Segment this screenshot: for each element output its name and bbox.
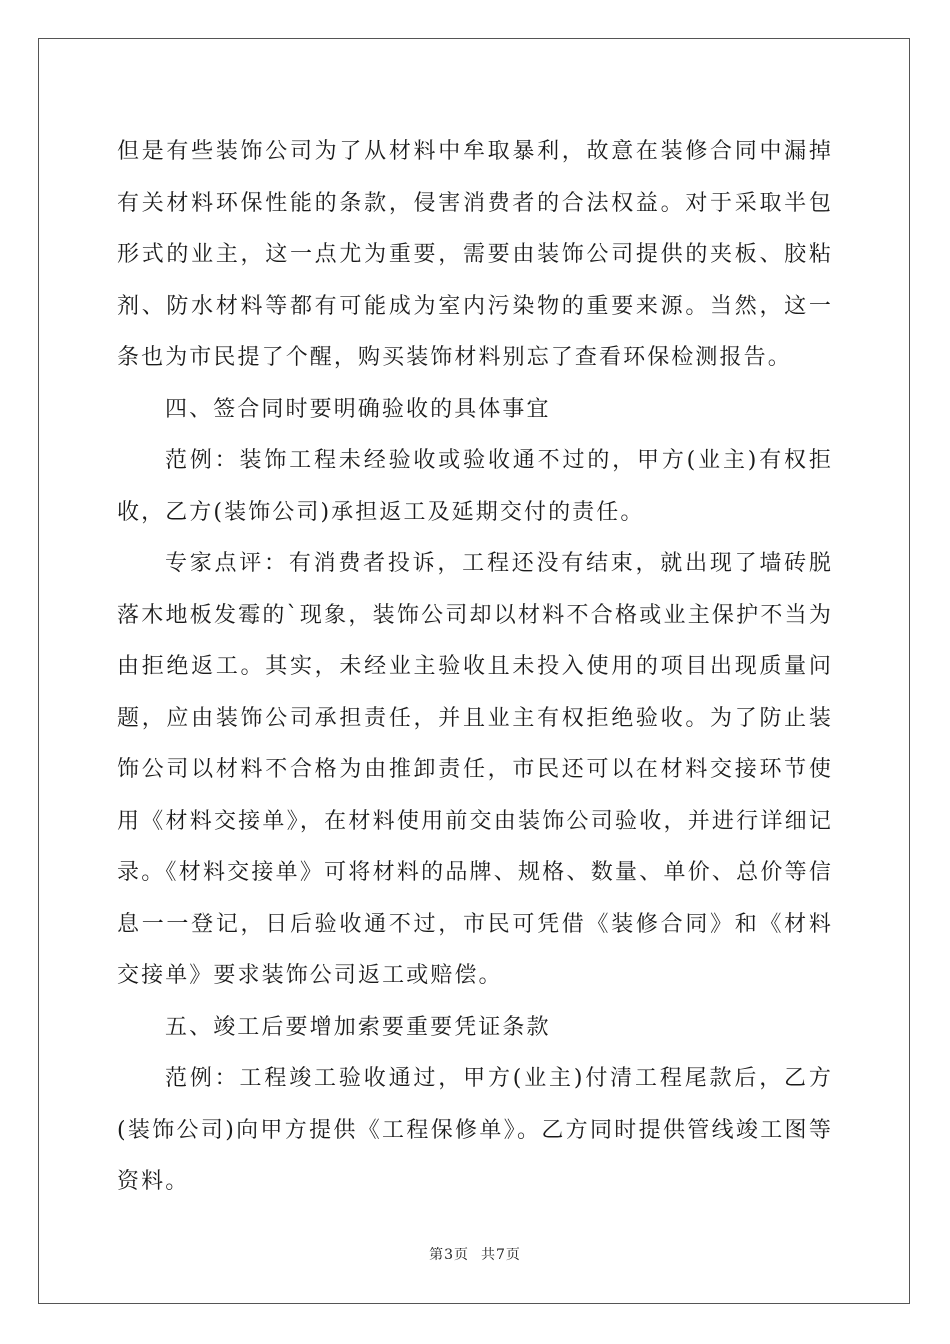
document-body xyxy=(117,126,833,1208)
expert-comment-paragraph: 专家点评：有消费者投诉，工程还没有结束，就出现了墙砖脱落木地板发霉的`现象，装饰公司却以材料不合格或业主保护不当为由拒绝返工。其实，未经业主验收且未投入使用的项目出现质量问题，应由装饰公司承担责任，并且业主有权拒绝验收。为了防止装饰公司以材料不合格为由推卸责任，市民还可以在材料交接环节使用《材料交接单》，在材料使用前交由装饰公司验收，并进行详细记录。《材料交接单》可将材料的品牌、规格、数量、单价、总价等信息一一登记，日后验收通不过，市民可凭借《装修合同》和《材料交接单》要求装饰公司返工或赔偿。 xyxy=(117,551,833,988)
example-paragraph-5: 范例：工程竣工验收通过，甲方(业主)付清工程尾款后，乙方(装饰公司)向甲方提供《工程保修单》。乙方同时提供管线竣工图等资料。 xyxy=(117,1066,833,1194)
page-footer xyxy=(0,1244,950,1264)
section-heading-4: 四、签合同时要明确验收的具体事宜 xyxy=(165,396,551,422)
example-paragraph-4: 范例：装饰工程未经验收或验收通不过的，甲方(业主)有权拒收，乙方(装饰公司)承担返工及延期交付的责任。 xyxy=(117,448,833,525)
section-heading-5: 五、竣工后要增加索要重要凭证条款 xyxy=(165,1014,551,1040)
page-total: 共7页 xyxy=(481,1247,521,1263)
page-number: 第3页 xyxy=(429,1247,469,1263)
paragraph-1: 但是有些装饰公司为了从材料中牟取暴利，故意在装修合同中漏掉有关材料环保性能的条款，侵害消费者的合法权益。对于采取半包形式的业主，这一点尤为重要，需要由装饰公司提供的夹板、胶粘剂、防水材料等都有可能成为室内污染物的重要来源。当然，这一条也为市民提了个醒，购买装饰材料别忘了查看环保检测报告。 xyxy=(117,139,833,370)
